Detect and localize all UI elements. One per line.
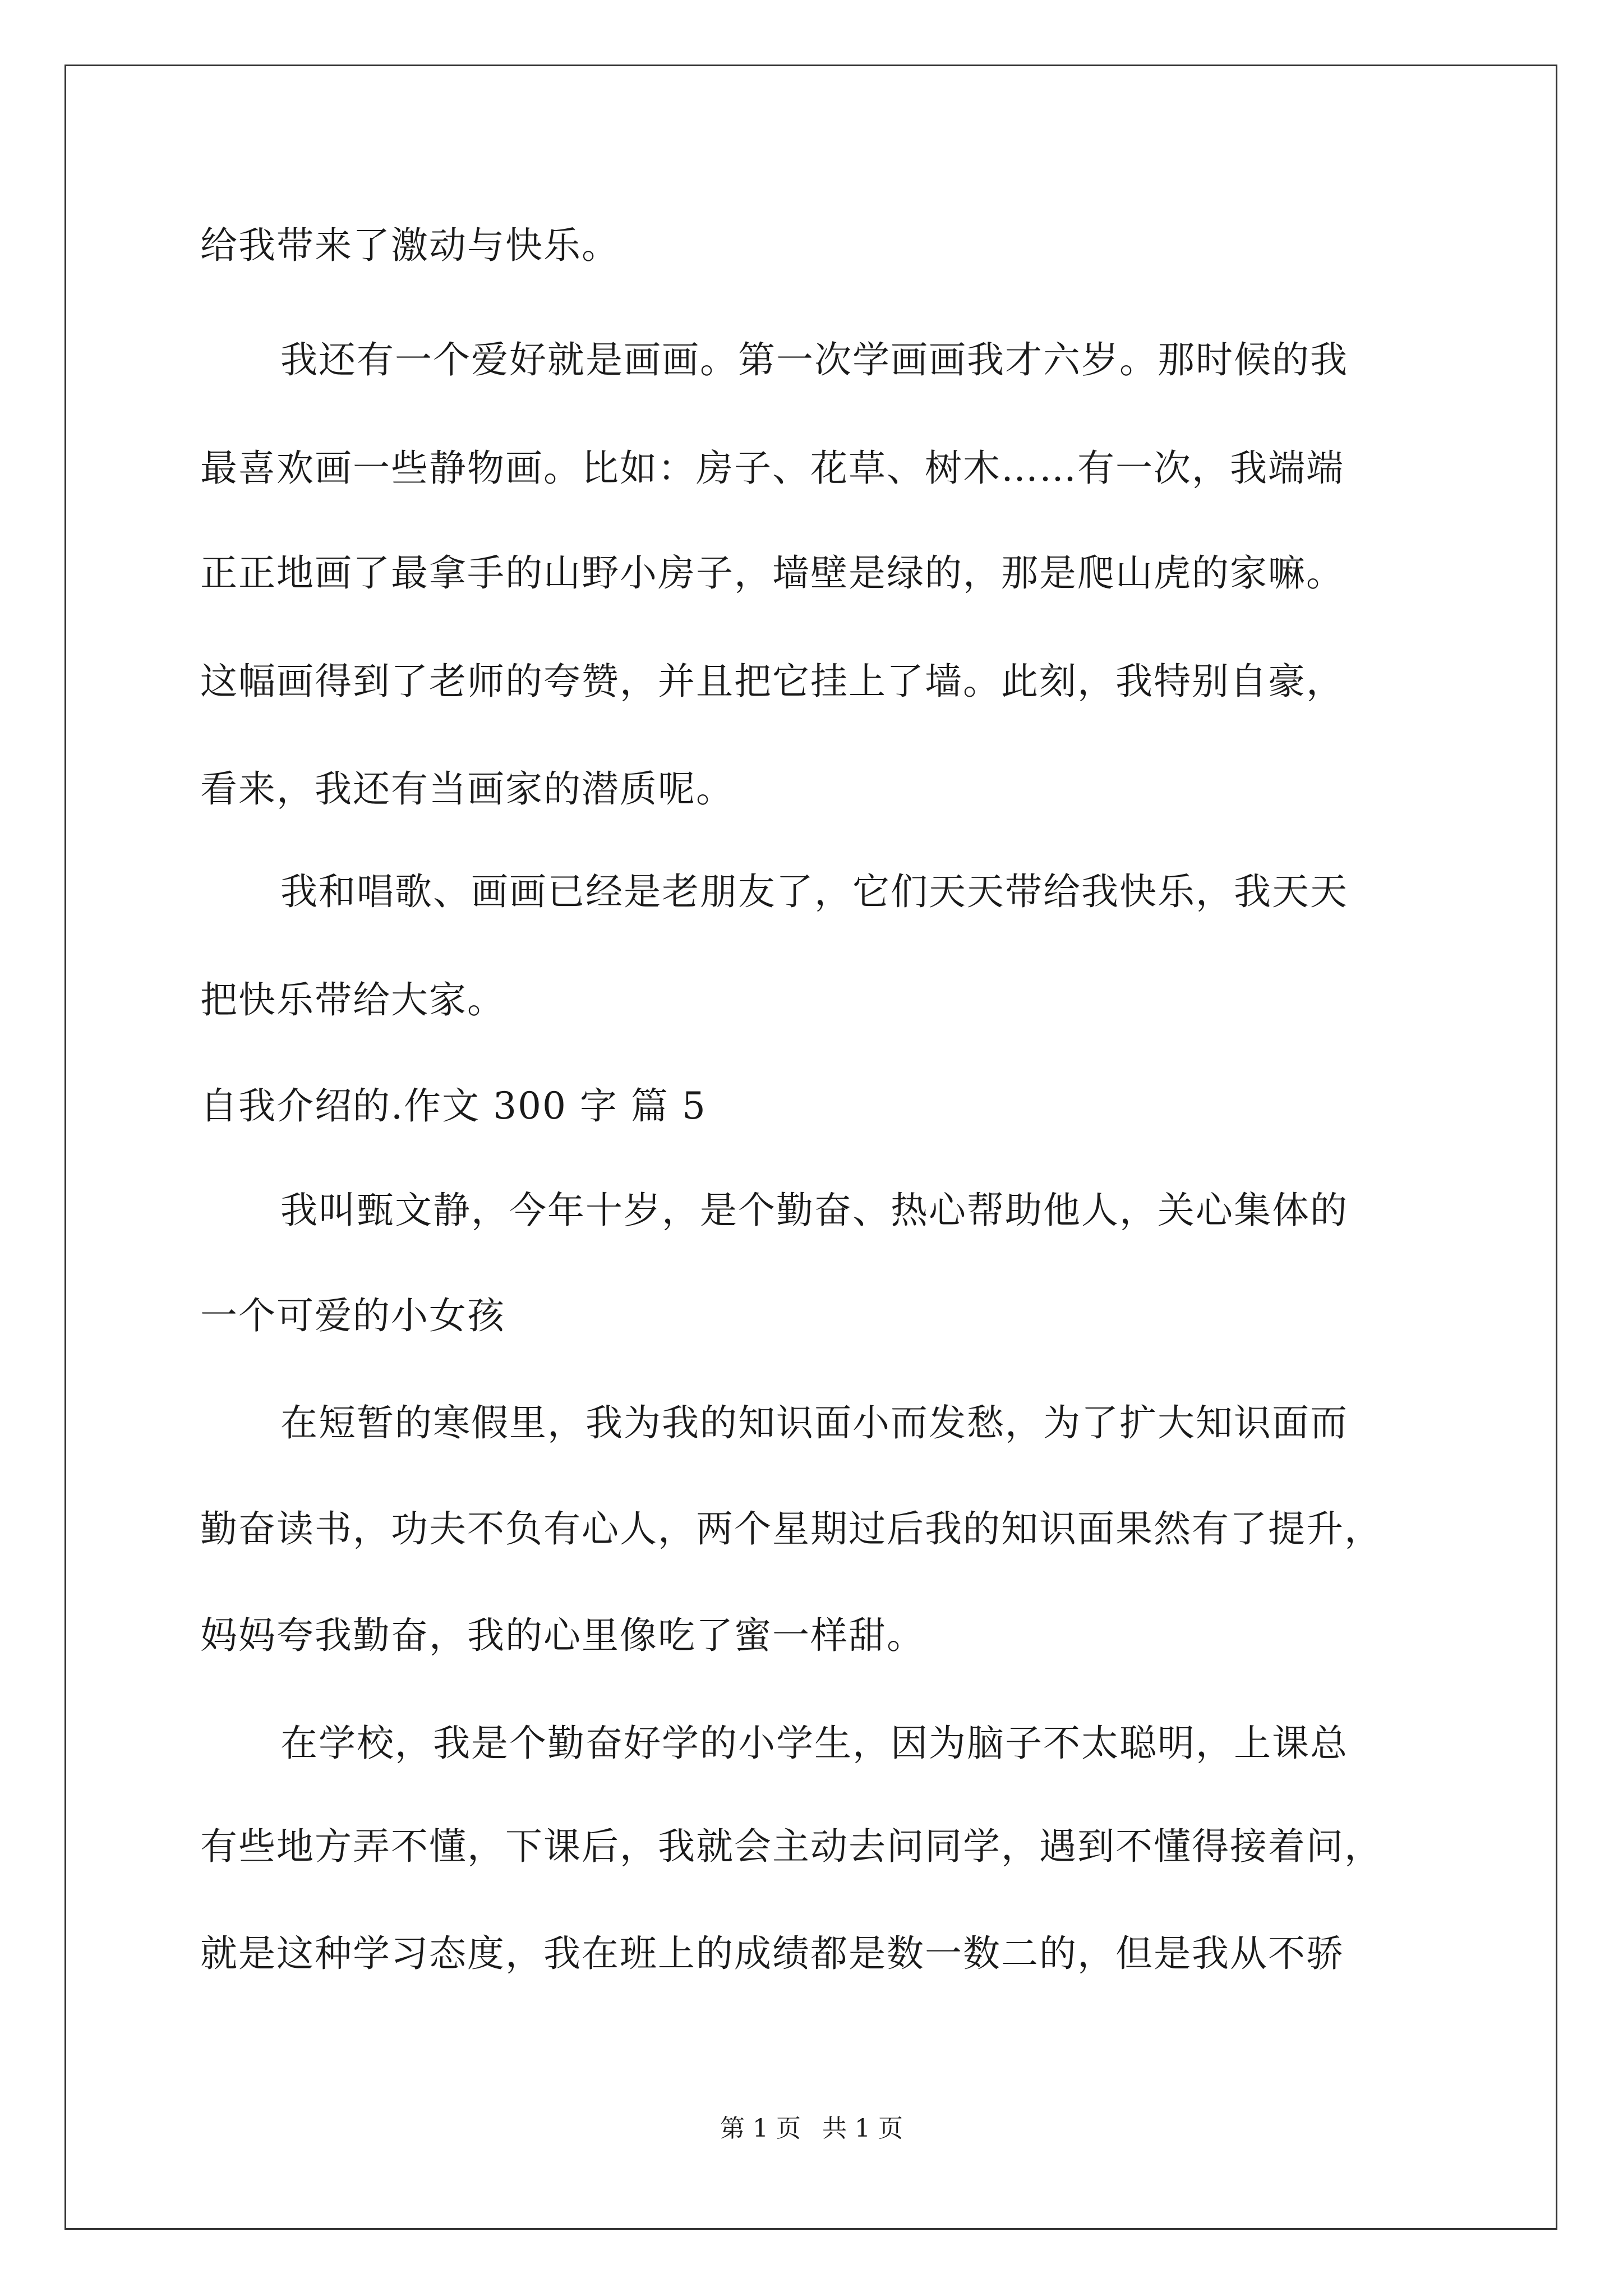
text-line: 给我带来了激动与快乐。 — [200, 224, 620, 267]
page-total: 共 1 页 — [822, 2114, 903, 2143]
text-line: 在学校，我是个勤奋好学的小学生，因为脑子不太聪明，上课总 — [280, 1722, 1348, 1765]
text-line: 勤奋读书，功夫不负有心人，两个星期过后我的知识面果然有了提升， — [200, 1507, 1382, 1550]
page-footer — [0, 2112, 1623, 2146]
text-line: 我叫甄文静，今年十岁，是个勤奋、热心帮助他人，关心集体的 — [280, 1189, 1348, 1232]
text-line: 这幅画得到了老师的夸赞，并且把它挂上了墙。此刻，我特别自豪， — [200, 660, 1344, 703]
text-line: 就是这种学习态度，我在班上的成绩都是数一数二的，但是我从不骄 — [200, 1932, 1344, 1975]
text-line: 正正地画了最拿手的山野小房子，墙壁是绿的，那是爬山虎的家嘛。 — [200, 551, 1344, 595]
page-number: 第 1 页 — [720, 2114, 801, 2143]
text-line: 把快乐带给大家。 — [200, 978, 505, 1022]
text-line: 最喜欢画一些静物画。比如：房子、花草、树木……有一次，我端端 — [200, 447, 1344, 490]
text-line: 有些地方弄不懂，下课后，我就会主动去问同学，遇到不懂得接着问， — [200, 1825, 1382, 1868]
text-line: 一个可爱的小女孩 — [200, 1294, 505, 1337]
text-line: 看来，我还有当画家的潜质呢。 — [200, 767, 734, 811]
text-line: 我和唱歌、画画已经是老朋友了，它们天天带给我快乐，我天天 — [280, 870, 1348, 913]
text-line: 我还有一个爱好就是画画。第一次学画画我才六岁。那时候的我 — [280, 338, 1348, 381]
section-heading: 自我介绍的.作文 300 字 篇 5 — [200, 1084, 707, 1128]
text-line: 妈妈夸我勤奋，我的心里像吃了蜜一样甜。 — [200, 1614, 925, 1657]
text-line: 在短暂的寒假里，我为我的知识面小而发愁，为了扩大知识面而 — [280, 1401, 1348, 1444]
page-border — [64, 65, 1557, 2230]
